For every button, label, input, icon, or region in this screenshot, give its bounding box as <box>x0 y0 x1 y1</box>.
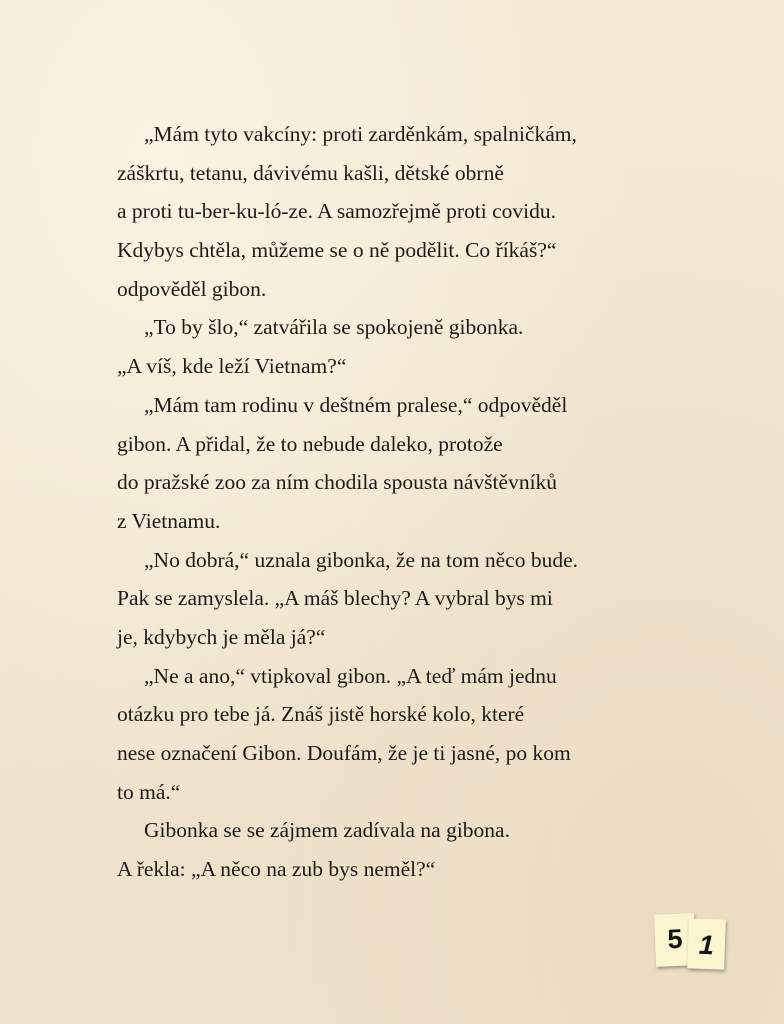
story-text <box>117 115 717 889</box>
text-line: a proti tu-ber-ku-ló-ze. A samozřejmě proti covidu. <box>117 199 556 224</box>
text-line: otázku pro tebe já. Znáš jistě horské kolo, které <box>117 702 525 727</box>
text-line: „To by šlo,“ zatvářila se spokojeně gibonka. <box>144 315 524 340</box>
text-line: odpověděl gibon. <box>117 276 267 301</box>
text-line: nese označení Gibon. Doufám, že je ti jasné, po kom <box>117 741 571 765</box>
text-line: Gibonka se se zájmem zadívala na gibona. <box>144 818 510 843</box>
text-line: „Mám tyto vakcíny: proti zarděnkám, spalničkám, <box>144 122 577 146</box>
text-line: to má.“ <box>117 779 181 804</box>
text-line: je, kdybych je měla já?“ <box>117 624 326 649</box>
text-line: do pražské zoo za ním chodila spousta návštěvníků <box>117 470 558 495</box>
text-line: záškrtu, tetanu, dávivému kašli, dětské obrně <box>117 160 504 185</box>
text-line: „No dobrá,“ uznala gibonka, že na tom něco bude. <box>144 547 579 572</box>
text-line: Kdybys chtěla, můžeme se o ně podělit. Co říkáš?“ <box>117 238 557 263</box>
page-number-tens-tile: 5 <box>654 913 696 967</box>
text-line: Pak se zamyslela. „A máš blechy? A vybral bys mi <box>117 586 553 611</box>
text-line: „A víš, kde leží Vietnam?“ <box>117 354 347 379</box>
text-line: gibon. A přidal, že to nebude daleko, protože <box>117 431 503 456</box>
page-number-ones-tile: 1 <box>687 918 726 969</box>
text-line: „Mám tam rodinu v deštném pralese,“ odpověděl <box>144 392 568 417</box>
text-line: „Ne a ano,“ vtipkoval gibon. „A teď mám jednu <box>144 663 557 688</box>
text-line: z Vietnamu. <box>117 508 221 533</box>
text-line: A řekla: „A něco na zub bys neměl?“ <box>117 857 436 882</box>
